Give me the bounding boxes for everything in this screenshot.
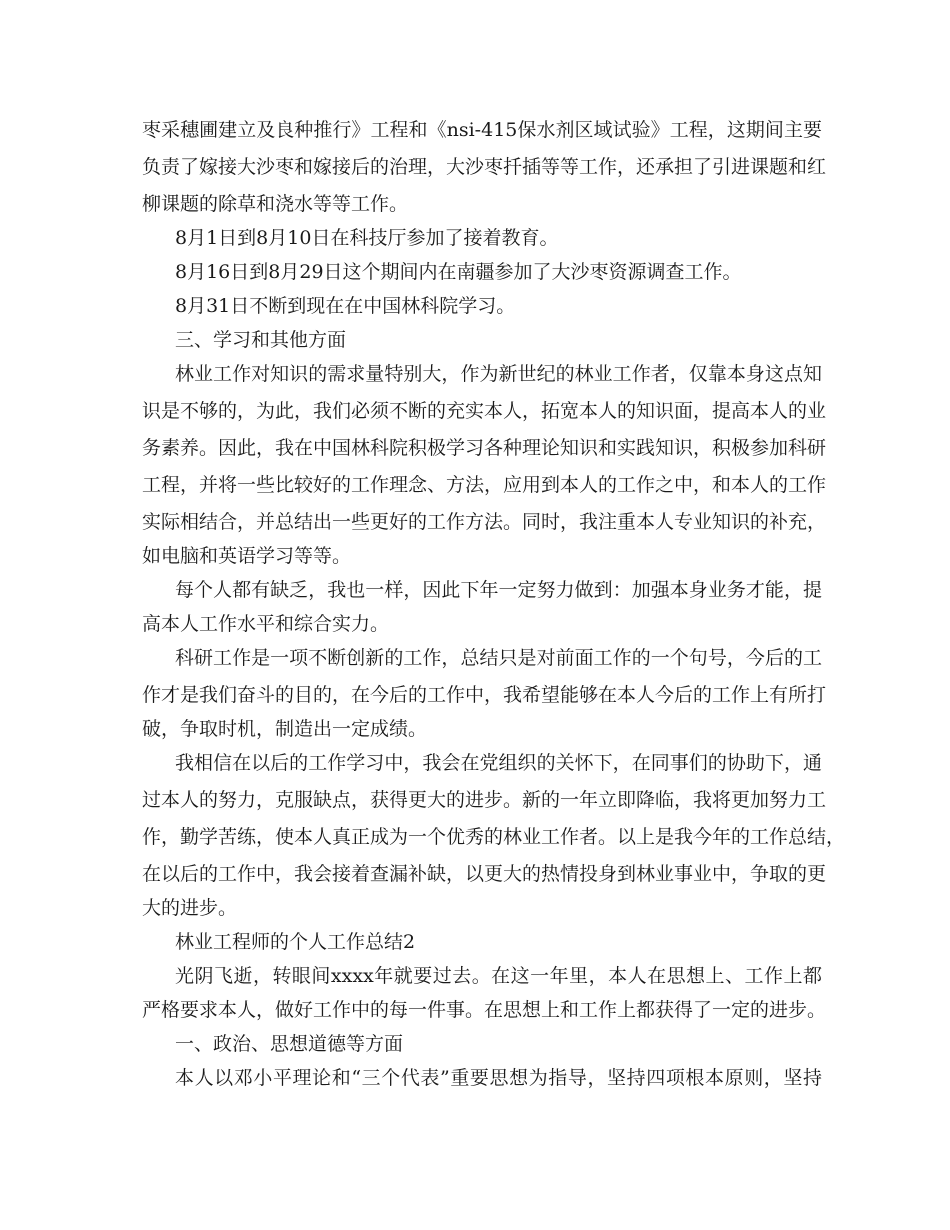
section-heading: 一、政治、思想道德等方面 xyxy=(175,1033,404,1055)
text-line: 如电脑和英语学习等等。 xyxy=(142,545,352,567)
text-line: 8月16日到8月29日这个期间内在南疆参加了大沙枣资源调查工作。 xyxy=(175,261,742,283)
text-line: 科研工作是一项不断创新的工作，总结只是对前面工作的一个句号，今后的工 xyxy=(175,647,822,669)
text-line: 在以后的工作中，我会接着查漏补缺，以更大的热情投身到林业事业中，争取的更 xyxy=(142,863,827,885)
text-line: 工程，并将一些比较好的工作理念、方法，应用到本人的工作之中，和本人的工作 xyxy=(142,474,827,496)
text-line: 作，勤学苦练，使本人真正成为一个优秀的林业工作者。以上是我今年的工作总结， xyxy=(142,826,846,848)
text-line: 过本人的努力，克服缺点，获得更大的进步。新的一年立即降临，我将更加努力工 xyxy=(142,789,827,811)
text-line: 破，争取时机，制造出一定成绩。 xyxy=(142,718,428,740)
text-line: 每个人都有缺乏，我也一样，因此下年一定努力做到：加强本身业务才能，提 xyxy=(175,579,822,601)
text-line: 8月31日不断到现在在中国林科院学习。 xyxy=(175,295,516,317)
text-line: 务素养。因此，我在中国林科院积极学习各种理论知识和实践知识，积极参加科研 xyxy=(142,437,827,459)
text-line: 光阴飞逝，转眼间xxxx年就要过去。在这一年里，本人在思想上、工作上都 xyxy=(175,965,822,987)
section-heading: 三、学习和其他方面 xyxy=(175,329,347,351)
text-line: 作才是我们奋斗的目的，在今后的工作中，我希望能够在本人今后的工作上有所打 xyxy=(142,684,827,706)
text-line: 我相信在以后的工作学习中，我会在党组织的关怀下，在同事们的协助下，通 xyxy=(175,752,822,774)
text-line: 枣采穗圃建立及良种推行》工程和《nsi-415保水剂区域试验》工程，这期间主要 xyxy=(142,119,822,141)
text-line: 8月1日到8月10日在科技厅参加了接着教育。 xyxy=(175,227,559,249)
text-line: 高本人工作水平和综合实力。 xyxy=(142,613,390,635)
text-line: 柳课题的除草和浇水等等工作。 xyxy=(142,193,409,215)
text-line: 本人以邓小平理论和“三个代表”重要思想为指导，坚持四项根本原则，坚持 xyxy=(175,1067,822,1089)
text-line: 严格要求本人，做好工作中的每一件事。在思想上和工作上都获得了一定的进步。 xyxy=(142,999,827,1021)
text-line: 实际相结合，并总结出一些更好的工作方法。同时，我注重本人专业知识的补充， xyxy=(142,511,827,533)
section-title: 林业工程师的个人工作总结2 xyxy=(175,931,416,953)
text-line: 识是不够的，为此，我们必须不断的充实本人，拓宽本人的知识面，提高本人的业 xyxy=(142,400,827,422)
text-line: 林业工作对知识的需求量特别大，作为新世纪的林业工作者，仅靠本身这点知 xyxy=(175,363,822,385)
text-line: 大的进步。 xyxy=(142,897,238,919)
text-line: 负责了嫁接大沙枣和嫁接后的治理，大沙枣扦插等等工作，还承担了引进课题和红 xyxy=(142,156,827,178)
